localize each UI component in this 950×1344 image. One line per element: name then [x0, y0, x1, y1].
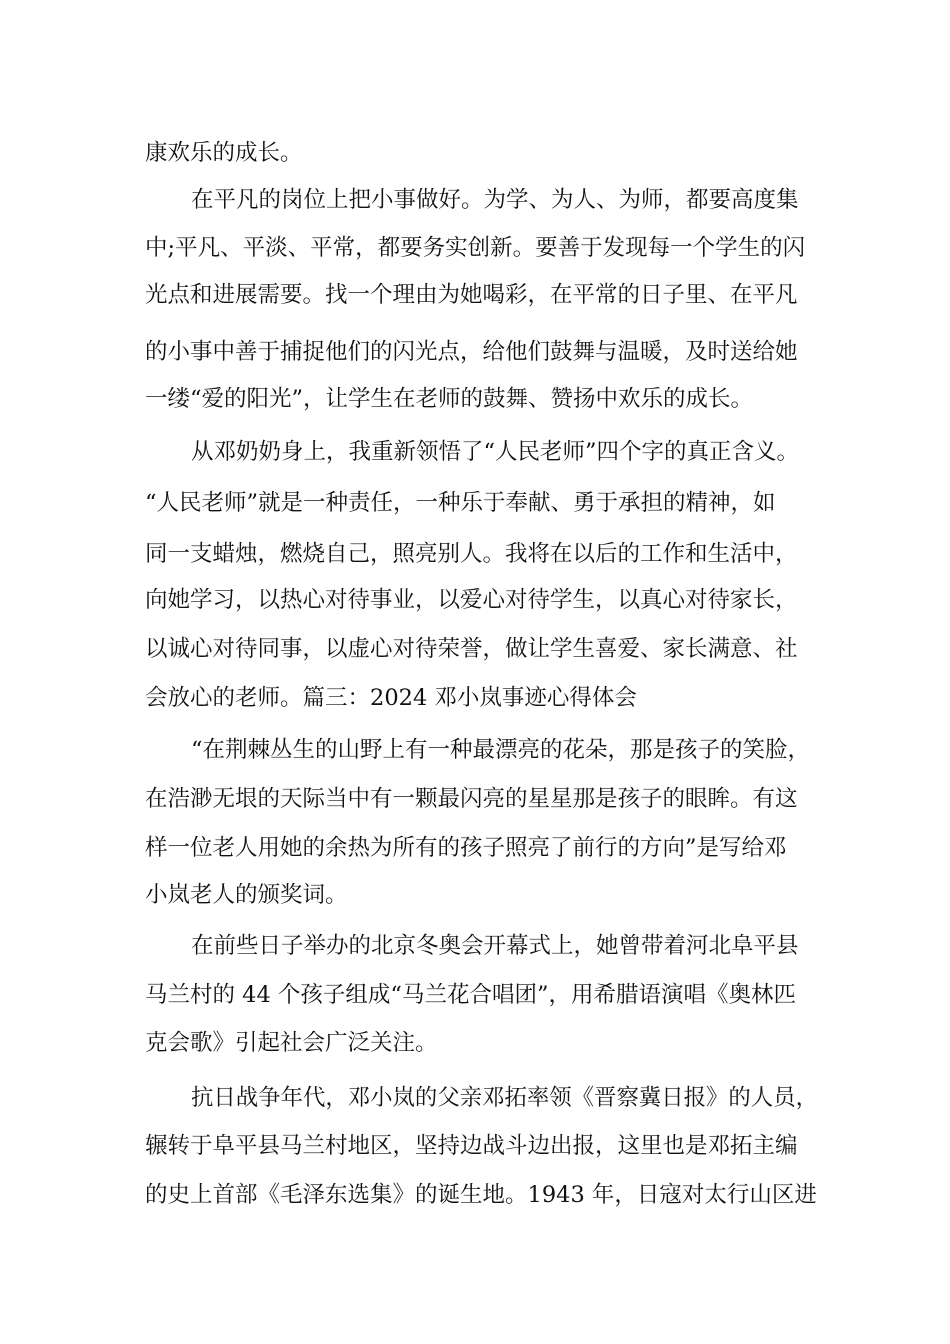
line-text: 的史上首部《毛泽东选集》的诞生地。1943 年，日寇对太行山区进 [145, 1182, 817, 1208]
line-text: 会放心的老师。篇三：2024 邓小岚事迹心得体会 [145, 685, 637, 711]
text-line [0, 488, 950, 518]
line-text: 光点和进展需要。找一个理由为她喝彩，在平常的日子里、在平凡 [145, 282, 798, 308]
text-line [0, 634, 950, 664]
line-text: 康欢乐的成长。 [145, 140, 303, 166]
text-line [0, 735, 950, 765]
text-line [0, 931, 950, 961]
line-text: “人民老师”就是一种责任，一种乐于奉献、勇于承担的精神，如 [145, 490, 776, 516]
line-text: 马兰村的 44 个孩子组成“马兰花合唱团”，用希腊语演唱《奥林匹 [145, 982, 796, 1008]
line-text: 中;平凡、平淡、平常，都要务实创新。要善于发现每一个学生的闪 [145, 235, 806, 261]
text-line [0, 1028, 950, 1058]
line-text: 抗日战争年代，邓小岚的父亲邓拓率领《晋察冀日报》的人员， [191, 1085, 818, 1111]
line-text: 在平凡的岗位上把小事做好。为学、为人、为师，都要高度集 [191, 187, 799, 213]
text-line [0, 233, 950, 263]
text-line [0, 539, 950, 569]
line-text: 小岚老人的颁奖词。 [145, 882, 348, 908]
text-line [0, 1131, 950, 1161]
text-line [0, 980, 950, 1010]
text-line [0, 337, 950, 367]
text-line [0, 1083, 950, 1113]
line-text: 同一支蜡烛，燃烧自己，照亮别人。我将在以后的工作和生活中， [145, 541, 798, 567]
line-text: 以诚心对待同事，以虚心对待荣誉，做让学生喜爱、家长满意、社 [145, 636, 798, 662]
text-line [0, 437, 950, 467]
text-line [0, 784, 950, 814]
text-line [0, 280, 950, 310]
line-text: 辗转于阜平县马兰村地区，坚持边战斗边出报，这里也是邓拓主编 [145, 1133, 798, 1159]
text-line [0, 185, 950, 215]
line-text: “在荆棘丛生的山野上有一种最漂亮的花朵，那是孩子的笑脸， [191, 737, 811, 763]
text-line [0, 1180, 950, 1210]
text-line [0, 880, 950, 910]
text-line [0, 683, 950, 713]
line-text: 样一位老人用她的余热为所有的孩子照亮了前行的方向”是写给邓 [145, 835, 787, 861]
line-text: 向她学习，以热心对待事业，以爱心对待学生，以真心对待家长， [145, 587, 798, 613]
line-text: 一缕“爱的阳光”，让学生在老师的鼓舞、赞扬中欢乐的成长。 [145, 386, 754, 412]
line-text: 克会歌》引起社会广泛关注。 [145, 1030, 438, 1056]
line-text: 从邓奶奶身上，我重新领悟了“人民老师”四个字的真正含义。 [191, 439, 800, 465]
line-text: 在前些日子举办的北京冬奥会开幕式上，她曾带着河北阜平县 [191, 933, 799, 959]
line-text: 在浩渺无垠的天际当中有一颗最闪亮的星星那是孩子的眼眸。有这 [145, 786, 798, 812]
line-text: 的小事中善于捕捉他们的闪光点，给他们鼓舞与温暖，及时送给她 [145, 339, 798, 365]
text-line [0, 138, 950, 168]
text-line [0, 384, 950, 414]
text-line [0, 833, 950, 863]
text-line [0, 585, 950, 615]
